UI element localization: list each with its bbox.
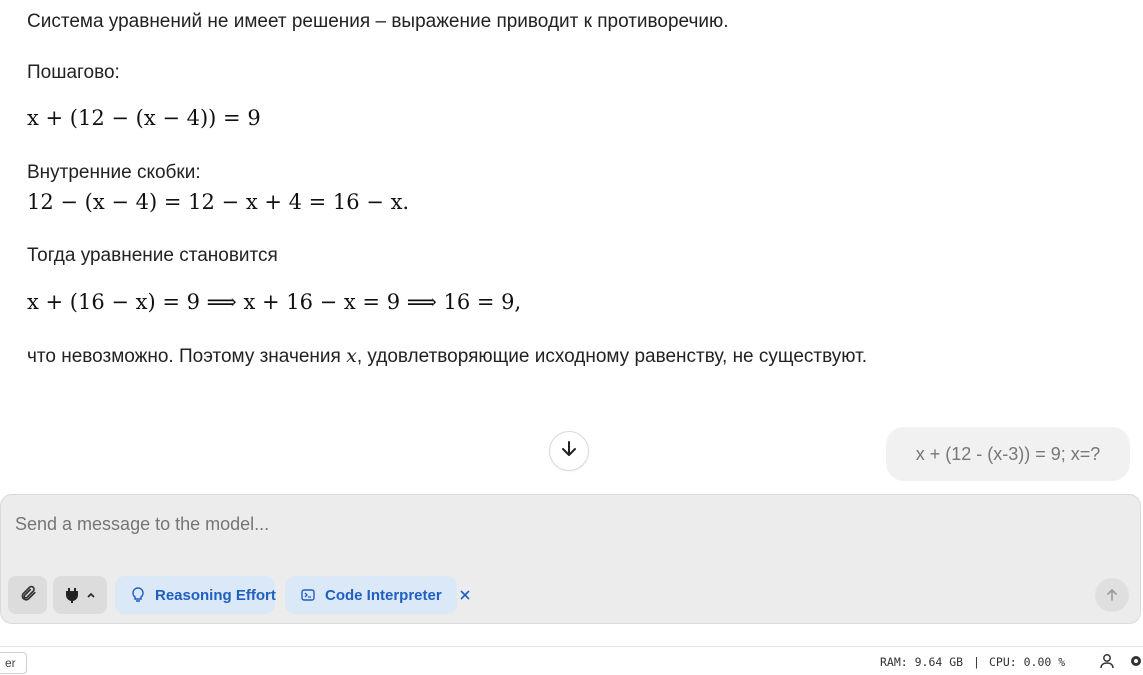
- code-interpreter-label: Code Interpreter: [325, 586, 442, 604]
- user-message-bubble: [886, 427, 1130, 481]
- plug-icon: [64, 587, 80, 603]
- lightbulb-icon: [131, 587, 145, 603]
- reasoning-effort-label: Reasoning Effort: [155, 586, 276, 604]
- equation-1: x + (12 − (x − 4)) = 9: [27, 106, 261, 130]
- message-input[interactable]: [13, 513, 1017, 536]
- conclusion-post: , удовлетворяющие исходному равенству, не существуют.: [356, 346, 867, 367]
- status-left-label: er: [5, 656, 16, 670]
- attach-button[interactable]: [8, 576, 47, 614]
- then-label: Тогда уравнение становится: [27, 245, 278, 266]
- chevron-up-icon: [86, 590, 96, 600]
- equation-3: x + (16 − x) = 9 ⟹ x + 16 − x = 9 ⟹ 16 = 9,: [27, 290, 522, 314]
- arrow-down-icon: [559, 439, 579, 464]
- conclusion-text: [27, 344, 867, 369]
- plugin-menu-button[interactable]: [53, 576, 107, 614]
- inner-brackets-label: Внутренние скобки:: [27, 162, 201, 183]
- conclusion-variable: x: [346, 345, 357, 367]
- send-button[interactable]: [1095, 578, 1129, 612]
- conclusion-pre: что невозможно. Поэтому значения: [27, 346, 347, 367]
- intro-text: Система уравнений не имеет решения – выражение приводит к противоречию.: [27, 11, 729, 32]
- cpu-usage: CPU: 0.00 %: [989, 655, 1066, 669]
- code-interpreter-toggle[interactable]: [285, 576, 457, 614]
- equation-2: 12 − (x − 4) = 12 − x + 4 = 16 − x.: [27, 190, 410, 214]
- status-bar: [0, 646, 1143, 675]
- gear-icon[interactable]: [1129, 653, 1143, 669]
- message-composer: [0, 494, 1141, 624]
- arrow-up-icon: [1105, 588, 1119, 602]
- scroll-to-bottom-button[interactable]: [549, 431, 589, 471]
- paperclip-icon: [19, 584, 37, 607]
- steps-label: Пошагово:: [27, 62, 120, 83]
- status-separator: |: [973, 655, 980, 669]
- reasoning-effort-button[interactable]: [115, 576, 275, 614]
- user-message-text: x + (12 - (x-3)) = 9; x=?: [915, 443, 1101, 464]
- ram-usage: RAM: 9.64 GB: [880, 655, 964, 669]
- terminal-icon: [301, 589, 315, 601]
- user-icon[interactable]: [1099, 653, 1115, 669]
- close-icon[interactable]: [460, 590, 470, 600]
- status-left-button[interactable]: [0, 652, 27, 674]
